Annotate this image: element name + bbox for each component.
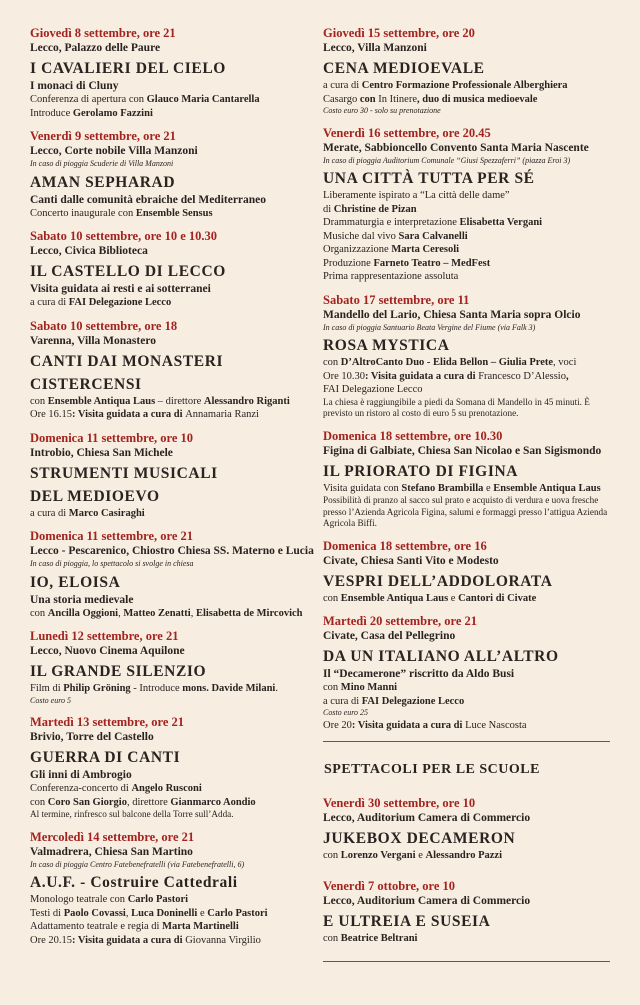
event-title: CISTERCENSI xyxy=(30,375,142,393)
info-text: In Itinere xyxy=(378,93,417,105)
info-text: e xyxy=(197,907,208,919)
cost-note: Costo euro 5 xyxy=(30,695,72,705)
info-name: Carlo Pastori xyxy=(207,907,268,919)
info-name: Alessandro Pazzi xyxy=(425,850,503,861)
info-text: a cura di xyxy=(30,507,69,519)
info-name: Cantori di Civate xyxy=(458,592,537,604)
event-place: Mandello del Lario, Chiesa Santa Maria sopra Olcio xyxy=(323,308,581,321)
info-name: Farneto Teatro – MedFest xyxy=(373,257,491,269)
event-date: Giovedì 15 settembre, ore 20 xyxy=(323,26,475,40)
info-line xyxy=(323,230,620,244)
event-date: Venerdì 30 settembre, ore 10 xyxy=(323,796,476,810)
info-name: Elisabetta Vergani xyxy=(459,217,543,228)
info-text: Visita guidata con xyxy=(323,482,402,494)
right-column xyxy=(323,26,620,962)
info-line xyxy=(30,893,318,907)
info-text: Annamaria Ranzi xyxy=(185,409,259,420)
event-title: A.U.F. - Costruire Cattedrali xyxy=(30,874,238,891)
info-line xyxy=(323,257,620,271)
info-line xyxy=(30,934,318,948)
info-text: con xyxy=(323,682,341,693)
info-text: a cura di xyxy=(30,297,69,308)
info-name: Ensemble Antiqua Laus xyxy=(493,482,601,494)
info-text: Monologo teatrale con xyxy=(30,894,128,905)
info-text: Film di xyxy=(30,683,64,694)
info-text: Introduce xyxy=(30,107,73,119)
info-line xyxy=(30,395,318,409)
info-text: Musiche dal vivo xyxy=(323,230,399,242)
info-name: Ancilla Oggioni xyxy=(47,607,119,619)
info-name: Ensemble Antiqua Laus xyxy=(47,395,156,407)
info-line xyxy=(30,607,318,621)
info-text: Adattamento teatrale e regia di xyxy=(30,921,163,932)
info-text: Organizzazione xyxy=(323,244,392,255)
info-text: Liberamente ispirato a “La città delle dame” xyxy=(323,190,510,201)
info-name: Luca Doninelli xyxy=(131,907,198,919)
info-name: Marta Ceresoli xyxy=(391,244,460,255)
info-line xyxy=(323,482,620,496)
info-line xyxy=(323,370,620,384)
info-text: Ore 10.30 xyxy=(323,370,365,382)
info-text: Concerto inaugurale con xyxy=(30,207,136,219)
event-title: CANTI DAI MONASTERI xyxy=(30,352,224,370)
info-name: Philip Gröning xyxy=(63,683,131,694)
event-date: Domenica 18 settembre, ore 16 xyxy=(323,538,487,553)
info-text: La chiesa è raggiungibile a piedi da Somana di Mandello in 45 minuti. È previsto un ristoro al costo di euro 5 su prenotazione. xyxy=(323,396,590,418)
event xyxy=(30,26,318,120)
info-text: a cura di xyxy=(323,695,362,707)
event xyxy=(323,614,620,732)
event-date: Domenica 11 settembre, ore 10 xyxy=(30,430,194,445)
info-name: FAI Delegazione Lecco xyxy=(361,695,465,707)
info-name: Marco Casiraghi xyxy=(68,507,145,519)
info-text: FAI Delegazione Lecco xyxy=(323,384,423,395)
event-title: DA UN ITALIANO ALL’ALTRO xyxy=(323,648,559,665)
bottom-divider xyxy=(323,961,610,962)
info-name: Mino Manni xyxy=(340,682,398,693)
info-text: con xyxy=(30,607,48,619)
event xyxy=(30,129,318,220)
event-title: DEL MEDIOEVO xyxy=(30,487,160,505)
info-text: a cura di xyxy=(323,80,362,91)
rain-note: In caso di pioggia Santuario Beata Vergine del Fiume (via Falk 3) xyxy=(323,322,536,332)
event-subtitle: Canti dalle comunità ebraiche del Mediterraneo xyxy=(30,193,267,206)
event-date: Sabato 10 settembre, ore 10 e 10.30 xyxy=(30,229,218,243)
event-date: Martedì 20 settembre, ore 21 xyxy=(323,614,477,628)
event xyxy=(30,431,318,521)
event-subtitle: I monaci di Cluny xyxy=(30,80,119,92)
info-name: D’AltroCanto Duo - Elida Bellon – Giulia Prete xyxy=(340,357,554,368)
event xyxy=(30,830,318,948)
info-name: Marta Martinelli xyxy=(162,921,239,932)
event xyxy=(323,539,620,606)
info-text: Possibilità di pranzo al sacco sul prato e acquisto di verdura e uova fresche presso l’Azienda Agricola Figina, salumi e formaggi presso l’attigua Azienda Agricola Biffi. xyxy=(323,495,608,528)
event-place: Merate, Sabbioncello Convento Santa Maria Nascente xyxy=(323,141,589,154)
section-divider xyxy=(323,741,610,742)
info-name: : Visita guidata a cura di xyxy=(365,370,479,382)
info-text: con xyxy=(30,395,48,407)
rain-note: In caso di pioggia, lo spettacolo si svolge in chiesa xyxy=(30,559,194,568)
info-name: , duo di musica medioevale xyxy=(417,93,538,105)
info-name: Matteo Zenatti xyxy=(123,607,191,619)
event-subtitle: Il “Decamerone” riscritto da Aldo Busi xyxy=(323,668,515,680)
event xyxy=(30,529,318,620)
info-line xyxy=(30,682,318,696)
info-line xyxy=(323,216,620,230)
cost-note: Costo euro 25 xyxy=(323,708,369,717)
event xyxy=(30,629,318,706)
event xyxy=(30,229,318,310)
event-place: Lecco, Civica Biblioteca xyxy=(30,245,148,257)
info-text: Ore 20 xyxy=(323,719,352,731)
event-place: Civate, Casa del Pellegrino xyxy=(323,630,456,642)
info-name: Gianmarco Aondio xyxy=(170,796,256,808)
event-title: IO, ELOISA xyxy=(30,573,121,591)
info-name: Coro San Giorgio xyxy=(47,796,127,808)
event-title: E ULTREIA E SUSEIA xyxy=(323,912,491,930)
event-title: IL CASTELLO DI LECCO xyxy=(30,263,226,280)
info-line xyxy=(30,296,318,310)
info-text: con xyxy=(30,796,48,808)
event xyxy=(323,293,620,420)
info-line xyxy=(323,383,620,397)
info-name: Beatrice Beltrani xyxy=(340,932,418,944)
event-title: UNA CITTÀ TUTTA PER SÉ xyxy=(323,170,535,187)
info-line xyxy=(30,920,318,934)
event-date: Venerdì 16 settembre, ore 20.45 xyxy=(323,125,491,140)
event xyxy=(323,26,620,117)
info-text: , xyxy=(125,907,132,919)
info-name: Christine de Pizan xyxy=(333,203,417,215)
event-date: Martedì 13 settembre, ore 21 xyxy=(30,715,184,729)
event-place: Lecco, Auditorium Camera di Commercio xyxy=(323,894,531,907)
event-title: CENA MEDIOEVALE xyxy=(323,60,485,77)
info-text: Luce Nascosta xyxy=(465,719,527,731)
info-text: Conferenza di apertura con xyxy=(30,94,147,105)
event-date: Domenica 18 settembre, ore 10.30 xyxy=(323,428,503,443)
info-line xyxy=(323,93,620,107)
info-line xyxy=(30,782,318,796)
event-date: Domenica 11 settembre, ore 21 xyxy=(30,529,194,543)
info-text: con xyxy=(323,592,341,604)
event-subtitle: Gli inni di Ambrogio xyxy=(30,769,132,781)
info-name: Stefano Brambilla xyxy=(401,482,484,494)
info-line xyxy=(30,507,318,521)
event xyxy=(323,126,620,284)
event xyxy=(323,796,620,863)
info-text: . xyxy=(275,683,278,694)
info-text: , voci xyxy=(553,357,577,368)
info-text: Francesco D’Alessio xyxy=(478,370,566,382)
event-title: AMAN SEPHARAD xyxy=(30,173,176,191)
info-line xyxy=(323,695,620,709)
event-place: Lecco, Villa Manzoni xyxy=(323,42,427,54)
event-place: Lecco, Nuovo Cinema Aquilone xyxy=(30,645,185,657)
info-line xyxy=(323,189,620,203)
info-text: Conferenza-concerto di xyxy=(30,783,132,794)
info-name: : Visita guidata a cura di xyxy=(72,409,186,420)
event-title: ROSA MYSTICA xyxy=(323,337,450,354)
info-line xyxy=(323,270,620,284)
info-text: di xyxy=(323,203,334,215)
info-name: Alessandro Riganti xyxy=(203,395,290,407)
info-text: Giovanna Virgilio xyxy=(185,934,261,946)
info-name: Angelo Rusconi xyxy=(131,783,202,794)
info-line xyxy=(323,681,620,695)
cost-note: Costo euro 30 - solo su prenotazione xyxy=(323,106,441,115)
info-name: Glauco Maria Cantarella xyxy=(146,94,260,105)
info-text: , direttore xyxy=(126,796,171,808)
info-text: Prima rappresentazione assoluta xyxy=(323,271,459,282)
event-title: IL GRANDE SILENZIO xyxy=(30,663,207,680)
info-name: mons. Davide Milani xyxy=(182,683,276,694)
event-date: Venerdì 7 ottobre, ore 10 xyxy=(323,878,456,893)
event-title: VESPRI DELL’ADDOLORATA xyxy=(323,572,553,590)
rain-note: In caso di pioggia Scuderie di Villa Manzoni xyxy=(30,159,174,168)
event xyxy=(323,429,620,530)
info-line xyxy=(323,397,620,420)
event-date: Mercoledì 14 settembre, ore 21 xyxy=(30,829,195,844)
info-name: FAI Delegazione Lecco xyxy=(68,297,172,308)
info-name: Carlo Pastori xyxy=(127,894,189,905)
info-text: Ore 16.15 xyxy=(30,409,72,420)
event-title: GUERRA DI CANTI xyxy=(30,749,181,766)
info-text: Testi di xyxy=(30,907,64,919)
event-place: Introbio, Chiesa San Michele xyxy=(30,446,173,459)
info-line xyxy=(323,932,620,946)
info-name: Ensemble Sensus xyxy=(135,207,213,219)
event-title: I CAVALIERI DEL CIELO xyxy=(30,60,226,77)
event-place: Brivio, Torre del Castello xyxy=(30,731,154,743)
info-name: Lorenzo Vergani xyxy=(340,850,416,861)
info-name: Gerolamo Fazzini xyxy=(72,107,153,119)
event-place: Lecco, Auditorium Camera di Commercio xyxy=(323,812,531,824)
info-line xyxy=(323,719,620,733)
info-name: : Visita guidata a cura di xyxy=(72,934,186,946)
info-text: Casargo xyxy=(323,93,358,105)
info-line xyxy=(30,809,318,821)
info-text: , xyxy=(190,607,196,619)
info-text: – direttore xyxy=(155,395,204,407)
info-line xyxy=(30,796,318,810)
info-name: Elisabetta de Mircovich xyxy=(195,607,303,619)
info-line xyxy=(30,907,318,921)
rain-note: In caso di pioggia Auditorium Comunale “Giusi Spezzaferri” (piazza Eroi 3) xyxy=(323,155,571,165)
event-place: Lecco, Palazzo delle Paure xyxy=(30,42,161,54)
info-line xyxy=(30,107,318,121)
info-line xyxy=(30,93,318,107)
event-place: Figina di Galbiate, Chiesa San Nicolao e San Sigismondo xyxy=(323,444,602,457)
info-text: , xyxy=(118,607,124,619)
info-line xyxy=(323,356,620,370)
event-date: Sabato 10 settembre, ore 18 xyxy=(30,318,178,333)
info-name: Centro Formazione Professionale Alberghiera xyxy=(361,80,568,91)
info-line xyxy=(323,203,620,217)
info-text: Drammaturgia e interpretazione xyxy=(323,217,460,228)
event-title: JUKEBOX DECAMERON xyxy=(323,830,516,847)
info-line xyxy=(323,592,620,606)
info-text: e xyxy=(415,850,426,861)
event xyxy=(323,879,620,946)
event-subtitle: Una storia medievale xyxy=(30,593,134,606)
left-column xyxy=(30,26,318,956)
info-line xyxy=(30,207,318,221)
rain-note: In caso di pioggia Centro Fatebenefratelli (via Fatebenefratelli, 6) xyxy=(30,859,245,869)
info-text: Al termine, rinfresco sul balcone della Torre sull’Adda. xyxy=(30,809,234,819)
event-place: Valmadrera, Chiesa San Martino xyxy=(30,845,193,858)
event-place: Varenna, Villa Monastero xyxy=(30,334,156,347)
schools-heading: SPETTACOLI PER LE SCUOLE xyxy=(324,762,540,777)
event-date: Venerdì 9 settembre, ore 21 xyxy=(30,129,176,143)
info-name: con xyxy=(357,93,379,105)
event-subtitle: Visita guidata ai resti e ai sotterranei xyxy=(30,283,211,295)
info-text: Ore 20.15 xyxy=(30,934,72,946)
info-line xyxy=(323,79,620,93)
info-text: con xyxy=(323,932,341,944)
event-date: Lunedì 12 settembre, ore 21 xyxy=(30,629,179,643)
info-text: - Introduce xyxy=(130,683,183,694)
event xyxy=(30,715,318,821)
event-place: Lecco - Pescarenico, Chiostro Chiesa SS. Materno e Lucia xyxy=(30,545,314,557)
event-place: Civate, Chiesa Santi Vito e Modesto xyxy=(323,554,499,567)
event-place: Lecco, Corte nobile Villa Manzoni xyxy=(30,145,198,157)
info-name: : Visita guidata a cura di xyxy=(351,719,466,731)
info-text: con xyxy=(323,357,341,368)
event-title: STRUMENTI MUSICALI xyxy=(30,464,218,482)
event-date: Sabato 17 settembre, ore 11 xyxy=(323,292,470,307)
info-name: Ensemble Antiqua Laus xyxy=(340,592,449,604)
event-title: IL PRIORATO DI FIGINA xyxy=(323,462,519,480)
info-name: Sara Calvanelli xyxy=(398,230,468,242)
info-name: Paolo Covassi xyxy=(63,907,126,919)
info-text: e xyxy=(448,592,459,604)
event xyxy=(30,319,318,422)
info-text: e xyxy=(483,482,494,494)
info-name: , xyxy=(565,370,569,382)
info-line xyxy=(323,849,620,863)
event-date: Giovedì 8 settembre, ore 21 xyxy=(30,26,176,40)
info-line xyxy=(323,495,620,530)
info-text: con xyxy=(323,850,341,861)
info-line xyxy=(323,243,620,257)
info-line xyxy=(30,408,318,422)
info-text: Produzione xyxy=(323,257,374,269)
